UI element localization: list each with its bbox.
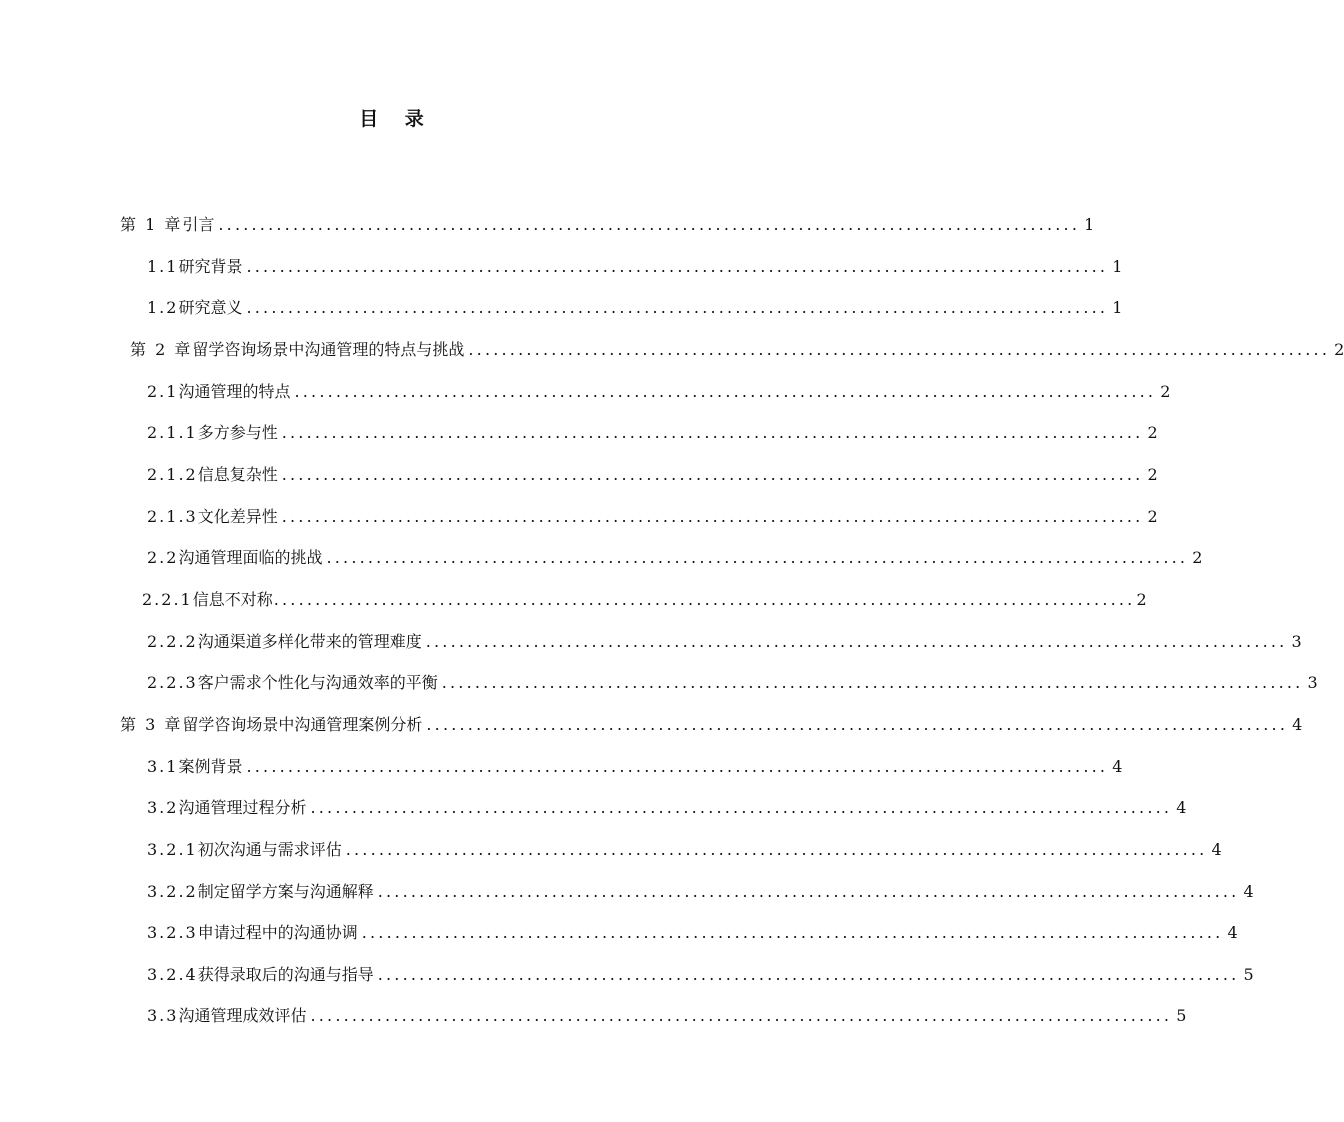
toc-leader: ........................................................................................................ <box>468 340 1331 359</box>
toc-entry-text: 沟通管理成效评估 <box>178 1006 307 1025</box>
toc-entry-number: 2.2.2 <box>147 632 198 651</box>
toc-entry[interactable] <box>130 338 1344 362</box>
toc-entry-number: 3.2.2 <box>147 882 198 901</box>
toc-entry[interactable] <box>147 880 1254 904</box>
toc-leader: ........................................................................................................ <box>377 965 1240 984</box>
toc-leader: ........................................................................................................ <box>345 840 1208 859</box>
toc-entry-page: 2 <box>1334 340 1344 359</box>
toc-entry-number: 2.1.2 <box>147 465 198 484</box>
toc-leader: ........................................................................................................ <box>281 465 1144 484</box>
toc-entry-text: 客户需求个性化与沟通效率的平衡 <box>197 673 438 692</box>
toc-entry[interactable] <box>147 838 1222 862</box>
toc-entry-number: 2.1.3 <box>147 507 198 526</box>
toc-entry-page: 3 <box>1291 632 1302 651</box>
toc-entry-text: 沟通管理面临的挑战 <box>178 548 323 567</box>
toc-entry-number: 3.2.1 <box>147 840 198 859</box>
toc-leader: ........................................................................................................ <box>426 715 1289 734</box>
toc-entry[interactable] <box>147 296 1123 320</box>
toc-leader: ........................................................................................................ <box>441 673 1304 692</box>
toc-entry-page: 4 <box>1211 840 1222 859</box>
toc-leader: ........................................................................................................ <box>326 548 1189 567</box>
toc-entry-text: 申请过程中的沟通协调 <box>197 923 358 942</box>
toc-leader: ........................................................................................................ <box>294 382 1157 401</box>
toc-entry[interactable] <box>147 463 1158 487</box>
toc-entry[interactable] <box>147 671 1318 695</box>
toc-leader: ........................................................................................................ <box>310 1006 1173 1025</box>
toc-entry-page: 2 <box>1136 590 1147 609</box>
toc-title: 目 录 <box>359 108 434 130</box>
toc-leader: ........................................................................................................ <box>246 298 1109 317</box>
toc-entry-text: 制定留学方案与沟通解释 <box>197 882 374 901</box>
toc-entry-text: 沟通管理的特点 <box>178 382 291 401</box>
toc-entry-number: 第 1 章 <box>120 215 183 234</box>
toc-leader: ........................................................................................................ <box>273 590 1136 609</box>
toc-entry-text: 多方参与性 <box>197 423 278 442</box>
toc-leader: ........................................................................................................ <box>310 798 1173 817</box>
toc-entry[interactable] <box>147 546 1203 570</box>
toc-entry-text: 信息复杂性 <box>197 465 278 484</box>
toc-entry-text: 初次沟通与需求评估 <box>197 840 342 859</box>
toc-entry-page: 2 <box>1160 382 1171 401</box>
toc-entry-page: 2 <box>1147 423 1158 442</box>
toc-entry-page: 4 <box>1176 798 1187 817</box>
toc-entry-page: 3 <box>1307 673 1318 692</box>
toc-entry-number: 2.2.3 <box>147 673 198 692</box>
toc-entry-number: 2.1.1 <box>147 423 198 442</box>
toc-entry-number: 3.3 <box>147 1006 179 1025</box>
toc-leader: ........................................................................................................ <box>377 882 1240 901</box>
toc-entry[interactable] <box>147 755 1123 779</box>
toc-leader: ........................................................................................................ <box>246 757 1109 776</box>
toc-entry-text: 引言 <box>182 215 215 234</box>
toc-entry[interactable] <box>147 380 1171 404</box>
toc-entry-number: 2.1 <box>147 382 179 401</box>
toc-entry-number: 3.2.3 <box>147 923 198 942</box>
toc-entry-page: 4 <box>1112 757 1123 776</box>
toc-entry[interactable] <box>147 1004 1187 1028</box>
toc-entry[interactable] <box>147 796 1187 820</box>
toc-entry-number: 3.2.4 <box>147 965 198 984</box>
toc-entry-number: 2.2.1 <box>142 590 193 609</box>
toc-entry-text: 留学咨询场景中沟通管理案例分析 <box>182 715 423 734</box>
toc-entry-number: 3.2 <box>147 798 179 817</box>
toc-entry-page: 2 <box>1147 465 1158 484</box>
toc-entry-page: 5 <box>1176 1006 1187 1025</box>
toc-leader: ........................................................................................................ <box>218 215 1081 234</box>
toc-entry-text: 获得录取后的沟通与指导 <box>197 965 374 984</box>
toc-entry[interactable] <box>147 630 1302 654</box>
toc-entry-text: 信息不对称 <box>192 590 273 609</box>
toc-entry-text: 沟通管理过程分析 <box>178 798 307 817</box>
toc-leader: ........................................................................................................ <box>425 632 1288 651</box>
toc-entry-number: 第 2 章 <box>130 340 193 359</box>
toc-entry-number: 3.1 <box>147 757 179 776</box>
toc-entry-number: 1.1 <box>147 257 179 276</box>
toc-entry-number: 1.2 <box>147 298 179 317</box>
toc-entry[interactable] <box>120 213 1095 237</box>
toc-entry[interactable] <box>142 588 1147 612</box>
toc-leader: ........................................................................................................ <box>361 923 1224 942</box>
toc-entry-page: 2 <box>1147 507 1158 526</box>
toc-entry[interactable] <box>147 421 1158 445</box>
toc-entry[interactable] <box>147 921 1238 945</box>
toc-entry-text: 研究意义 <box>178 298 243 317</box>
toc-entry[interactable] <box>147 255 1123 279</box>
toc-leader: ........................................................................................................ <box>281 507 1144 526</box>
toc-leader: ........................................................................................................ <box>246 257 1109 276</box>
toc-entry[interactable] <box>120 713 1303 737</box>
toc-entry[interactable] <box>147 963 1254 987</box>
toc-entry-text: 文化差异性 <box>197 507 278 526</box>
toc-entry-text: 案例背景 <box>178 757 243 776</box>
toc-entry-page: 2 <box>1192 548 1203 567</box>
toc-entry-page: 5 <box>1243 965 1254 984</box>
toc-entry-number: 2.2 <box>147 548 179 567</box>
toc-entry[interactable] <box>147 505 1158 529</box>
toc-entry-text: 留学咨询场景中沟通管理的特点与挑战 <box>192 340 465 359</box>
toc-entry-text: 研究背景 <box>178 257 243 276</box>
toc-leader: ........................................................................................................ <box>281 423 1144 442</box>
toc-entry-page: 4 <box>1227 923 1238 942</box>
toc-entry-page: 1 <box>1112 298 1123 317</box>
toc-entry-page: 4 <box>1243 882 1254 901</box>
toc-entry-page: 4 <box>1292 715 1303 734</box>
toc-entry-number: 第 3 章 <box>120 715 183 734</box>
toc-entry-page: 1 <box>1112 257 1123 276</box>
toc-entry-page: 1 <box>1084 215 1095 234</box>
toc-entry-text: 沟通渠道多样化带来的管理难度 <box>197 632 422 651</box>
